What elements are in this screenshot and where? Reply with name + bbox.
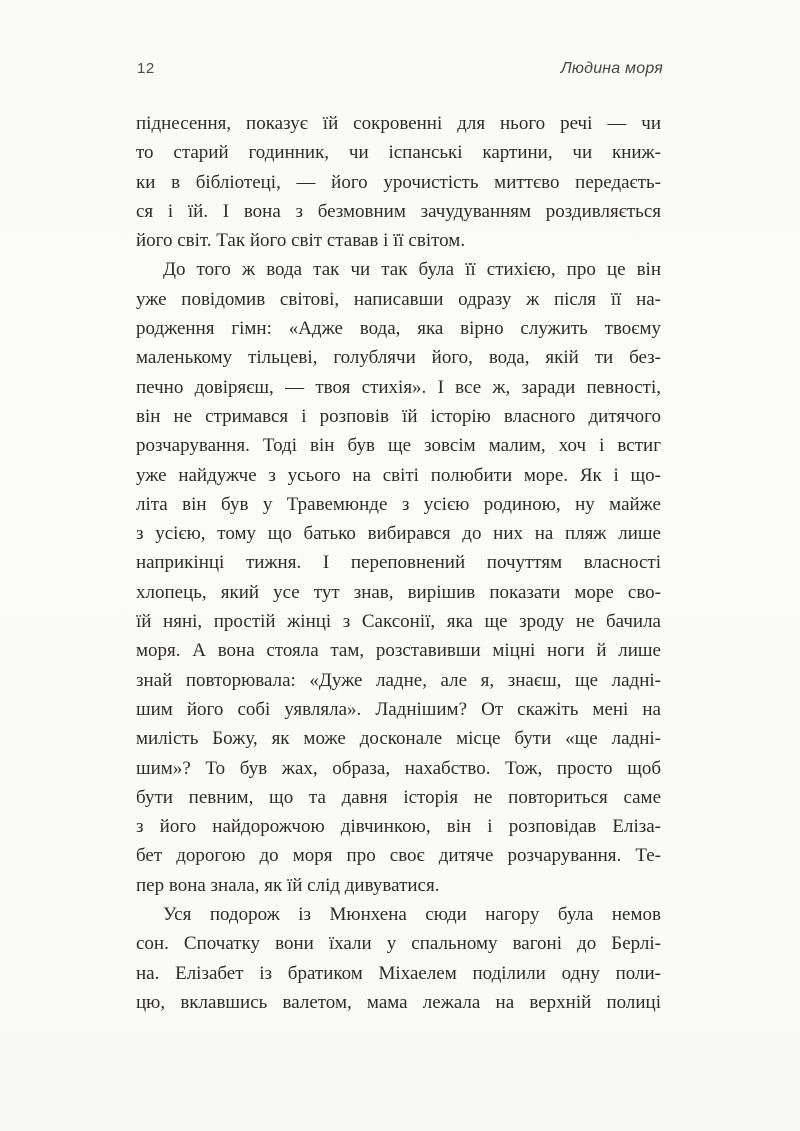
- text-line: розчарування. Тоді він був ще зовсім малим, хоч і встиг: [136, 435, 661, 457]
- text-line: шим»? То був жах, образа, нахабство. Тож, просто щоб: [136, 757, 661, 779]
- text-line: маленькому тільцеві, голублячи його, вода, якій ти без-: [136, 347, 661, 369]
- text-line: хлопець, який усе тут знав, вирішив показати море сво-: [136, 581, 661, 603]
- text-line: печно довіряєш, — твоя стихія». І все ж, заради певності,: [136, 376, 661, 398]
- text-line: милість Божу, як може досконале місце бути «ще ладні-: [136, 728, 661, 750]
- text-line: ки в бібліотеці, — його урочистість миттєво передаєть-: [136, 171, 661, 193]
- text-line: сон. Спочатку вони їхали у спальному вагоні до Берлі-: [136, 933, 661, 955]
- text-line: уже найдужче з усього на світі полюбити море. Як і що-: [136, 464, 661, 486]
- text-line: цю, вклавшись валетом, мама лежала на верхній полиці: [136, 991, 661, 1013]
- running-title: Людина моря: [560, 60, 663, 77]
- text-block: [136, 109, 661, 1017]
- text-line: пер вона знала, як їй слід дивуватися.: [136, 874, 440, 896]
- text-line: моря. А вона стояла там, розставивши міцні ноги й лише: [136, 640, 661, 662]
- text-line: шим його собі уявляла». Ладнішим? От скажіть мені на: [136, 698, 661, 720]
- text-line: родження гімн: «Адже вода, яка вірно служить твоєму: [136, 318, 661, 340]
- text-line: піднесення, показує їй сокровенні для нього речі — чи: [136, 113, 661, 134]
- text-line: на. Елізабет із братиком Міхаелем поділили одну поли-: [136, 962, 661, 984]
- text-line: наприкінці тижня. І переповнений почуттям власності: [136, 552, 661, 574]
- text-line: До того ж вода так чи так була її стихією, про це він: [163, 259, 661, 281]
- text-line: літа він був у Травемюнде з усією родиною, ну майже: [136, 493, 661, 515]
- text-line: то старий годинник, чи іспанські картини, чи книж-: [136, 142, 661, 164]
- text-line: уже повідомив світові, написавши одразу ж після її на-: [136, 288, 661, 310]
- text-line: ся і їй. І вона з безмовним зачудуванням роздивляється: [136, 200, 661, 222]
- text-line: з його найдорожчою дівчинкою, він і розповідав Еліза-: [136, 816, 661, 838]
- text-line: його світ. Так його світ ставав і її світом.: [136, 230, 466, 252]
- text-line: Уся подорож із Мюнхена сюди нагору була немов: [163, 904, 661, 926]
- text-line: бути певним, що та давня історія не повториться саме: [136, 786, 661, 808]
- text-line: з усією, тому що батько вибирався до них на пляж лише: [136, 523, 661, 545]
- text-line: знай повторювала: «Дуже ладне, але я, знаєш, ще ладні-: [136, 669, 661, 691]
- page-number: 12: [137, 60, 155, 77]
- running-header: [137, 60, 663, 78]
- text-line: їй няні, простій жінці з Саксонії, яка ще зроду не бачила: [136, 611, 661, 633]
- text-line: бет дорогою до моря про своє дитяче розчарування. Те-: [136, 845, 661, 867]
- text-line: він не стримався і розповів їй історію власного дитячого: [136, 405, 661, 427]
